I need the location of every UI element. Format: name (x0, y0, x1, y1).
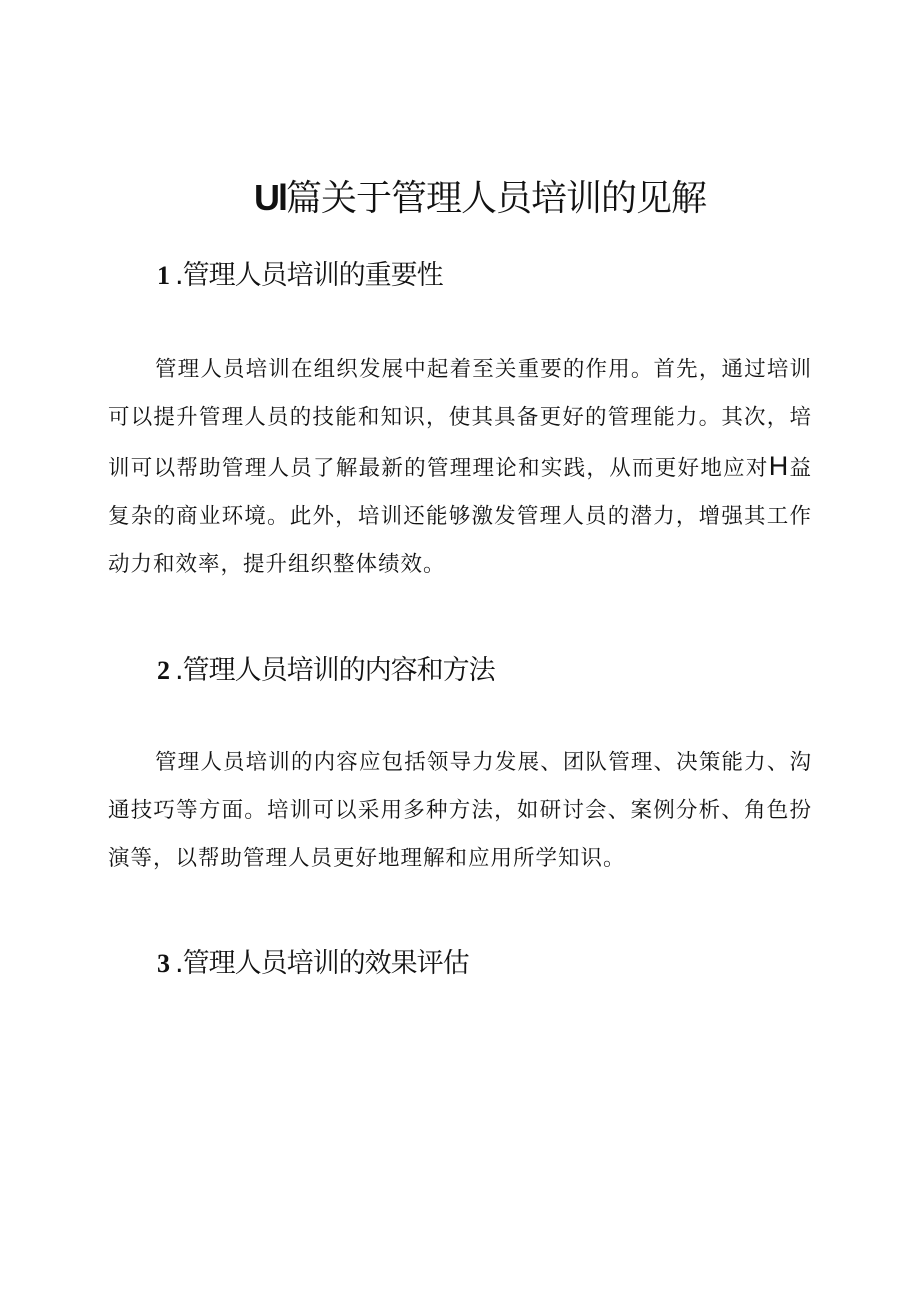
section-heading-text: .管理人员培训的内容和方法 (175, 655, 495, 686)
document-title (0, 170, 920, 227)
title-text: 篇关于管理人员培训的见解 (285, 178, 706, 219)
section-heading-1 (157, 256, 443, 296)
section-number: 3 (157, 949, 169, 978)
paragraph-text: 管理人员培训的内容应包括领导力发展、团队管理、决策能力、沟通技巧等方面。培训可以采用多种方法，如研讨会、案例分析、角色扮演等，以帮助管理人员更好地理解和应用所学知识。 (108, 750, 812, 871)
paragraph-ocr-glyph: H (768, 451, 790, 481)
section-paragraph-1 (108, 346, 812, 589)
section-number: 1 (157, 261, 169, 290)
title-prefix: Ul (253, 177, 286, 218)
section-heading-2 (157, 651, 495, 691)
section-paragraph-2 (108, 739, 812, 883)
section-heading-text: .管理人员培训的重要性 (175, 260, 443, 291)
paragraph-text-part-b: 益复杂的商业环境。此外，培训还能够激发管理人员的潜力，增强其工作动力和效率，提升组织整体绩效。 (108, 456, 812, 577)
paragraph-text-part-a: 管理人员培训在组织发展中起着至关重要的作用。首先，通过培训可以提升管理人员的技能和知识，使其具备更好的管理能力。其次，培训可以帮助管理人员了解最新的管理理论和实践，从而更好地应对 (108, 357, 812, 481)
section-heading-3 (157, 944, 469, 984)
section-number: 2 (157, 656, 169, 685)
section-heading-text: .管理人员培训的效果评估 (175, 948, 469, 979)
